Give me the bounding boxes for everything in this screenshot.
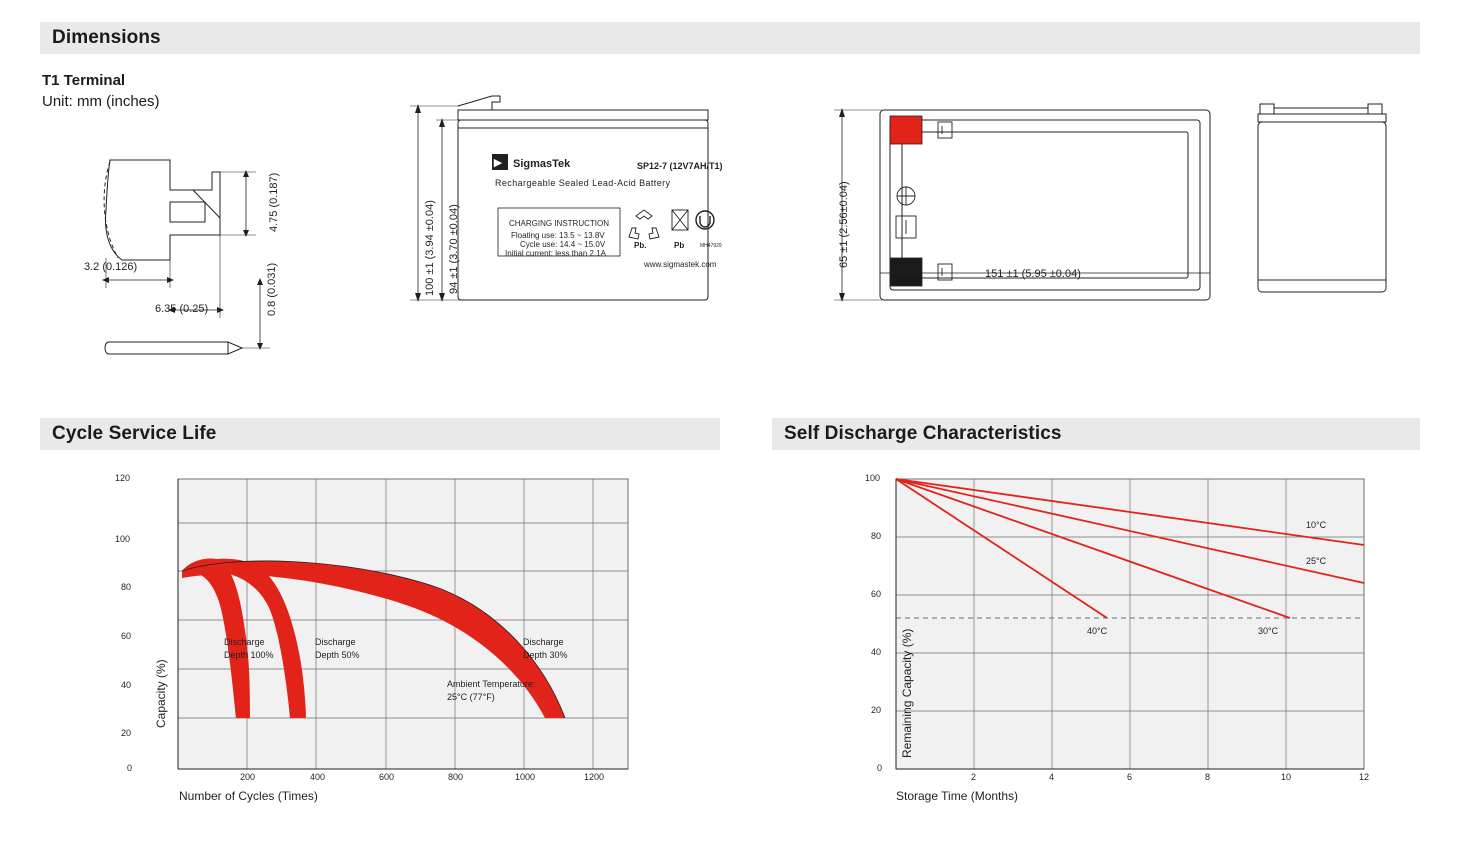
terminal-width-dim: 3.2 (0.126)	[84, 261, 138, 273]
cycle-xtick-800: 800	[448, 772, 464, 782]
self-xtick-2: 2	[971, 772, 977, 782]
self-series-label-30c: 30°C	[1258, 626, 1279, 636]
battery-website: www.sigmastek.com	[644, 260, 717, 269]
section-title-cycle: Cycle Service Life	[52, 423, 217, 444]
cycle-annot-3-line2: Depth 30%	[523, 650, 568, 660]
cycle-annot-2-line2: Depth 50%	[315, 650, 360, 660]
t1-terminal-title: T1 Terminal	[42, 72, 126, 89]
battery-brand: SigmasTek	[513, 158, 571, 170]
cycle-ytick-40: 40	[121, 680, 132, 690]
self-ytick-40: 40	[871, 647, 882, 657]
cycle-annot-1-line2: Depth 100%	[224, 650, 274, 660]
section-header-dimensions	[40, 22, 1420, 54]
self-xaxis-label: Storage Time (Months)	[896, 789, 1019, 803]
terminal-drawing	[60, 130, 300, 370]
cycle-ytick-80: 80	[121, 582, 132, 592]
battery-front-view	[400, 88, 800, 328]
cycle-xtick-200: 200	[240, 772, 256, 782]
section-title-dimensions: Dimensions	[52, 27, 161, 48]
battery-model: SP12-7 (12V7AH/T1)	[637, 161, 723, 171]
section-header-self-discharge	[772, 418, 1420, 450]
cycle-xaxis-label: Number of Cycles (Times)	[179, 789, 318, 803]
terminal-length-dim: 6.35 (0.25)	[155, 303, 209, 315]
cycle-annot-1-line1: Discharge	[224, 637, 265, 647]
section-title-self-discharge: Self Discharge Characteristics	[784, 423, 1062, 444]
battery-side-view	[1240, 88, 1420, 328]
self-ytick-80: 80	[871, 531, 882, 541]
self-xtick-6: 6	[1127, 772, 1133, 782]
unit-note: Unit: mm (inches)	[42, 93, 160, 110]
self-series-label-40c: 40°C	[1087, 626, 1108, 636]
self-series-label-25c: 25°C	[1306, 556, 1327, 566]
self-ytick-100: 100	[865, 473, 881, 483]
self-discharge-chart	[772, 465, 1420, 825]
cycle-annot-2-line1: Discharge	[315, 637, 356, 647]
cycle-service-life-chart	[40, 465, 720, 825]
battery-top-view	[820, 88, 1240, 328]
cycle-yaxis-label: Capacity (%)	[154, 659, 168, 728]
cycle-ytick-20: 20	[121, 728, 132, 738]
charging-line-1: Floating use: 13.5 ~ 13.8V	[511, 231, 605, 240]
top-length-dim: 151 ±1 (5.95 ±0.04)	[985, 268, 1081, 280]
front-case-height-dim: 94 ±1 (3.70 ±0.04)	[448, 204, 460, 294]
terminal-thickness-dim: 0.8 (0.031)	[266, 262, 278, 316]
mark-ul-number: MH47929	[700, 243, 722, 249]
section-header-cycle-service-life	[40, 418, 720, 450]
self-series-label-10c: 10°C	[1306, 520, 1327, 530]
cycle-annot-temp-line2: 25°C (77°F)	[447, 692, 495, 702]
charging-line-3: Initial current: less than 2.1A	[505, 249, 606, 258]
cycle-ytick-100: 100	[115, 534, 131, 544]
self-yaxis-label: Remaining Capacity (%)	[900, 628, 914, 758]
cycle-ytick-0: 0	[127, 763, 133, 773]
terminal-height-dim: 4.75 (0.187)	[268, 172, 280, 232]
front-total-height-dim: 100 ±1 (3.94 ±0.04)	[424, 200, 436, 296]
self-xtick-12: 12	[1359, 772, 1370, 782]
self-xtick-8: 8	[1205, 772, 1211, 782]
charging-instruction-title: CHARGING INSTRUCTION	[509, 219, 609, 228]
cycle-annot-temp-line1: Ambient Temperature:	[447, 679, 536, 689]
top-width-dim: 65 ±1 (2.56±0.04)	[838, 181, 850, 268]
mark-pb-dot: Pb.	[634, 241, 647, 250]
self-ytick-0: 0	[877, 763, 883, 773]
cycle-xtick-1200: 1200	[584, 772, 605, 782]
cycle-xtick-600: 600	[379, 772, 395, 782]
self-ytick-20: 20	[871, 705, 882, 715]
charging-line-2: Cycle use: 14.4 ~ 15.0V	[520, 240, 606, 249]
mark-pb: Pb	[674, 241, 685, 250]
cycle-xtick-400: 400	[310, 772, 326, 782]
svg-text:▶: ▶	[493, 157, 503, 169]
cycle-xtick-1000: 1000	[515, 772, 536, 782]
self-ytick-60: 60	[871, 589, 882, 599]
self-xtick-10: 10	[1281, 772, 1292, 782]
battery-type: Rechargeable Sealed Lead-Acid Battery	[495, 178, 671, 188]
self-xtick-4: 4	[1049, 772, 1055, 782]
cycle-ytick-60: 60	[121, 631, 132, 641]
cycle-annot-3-line1: Discharge	[523, 637, 564, 647]
cycle-ytick-120: 120	[115, 473, 131, 483]
